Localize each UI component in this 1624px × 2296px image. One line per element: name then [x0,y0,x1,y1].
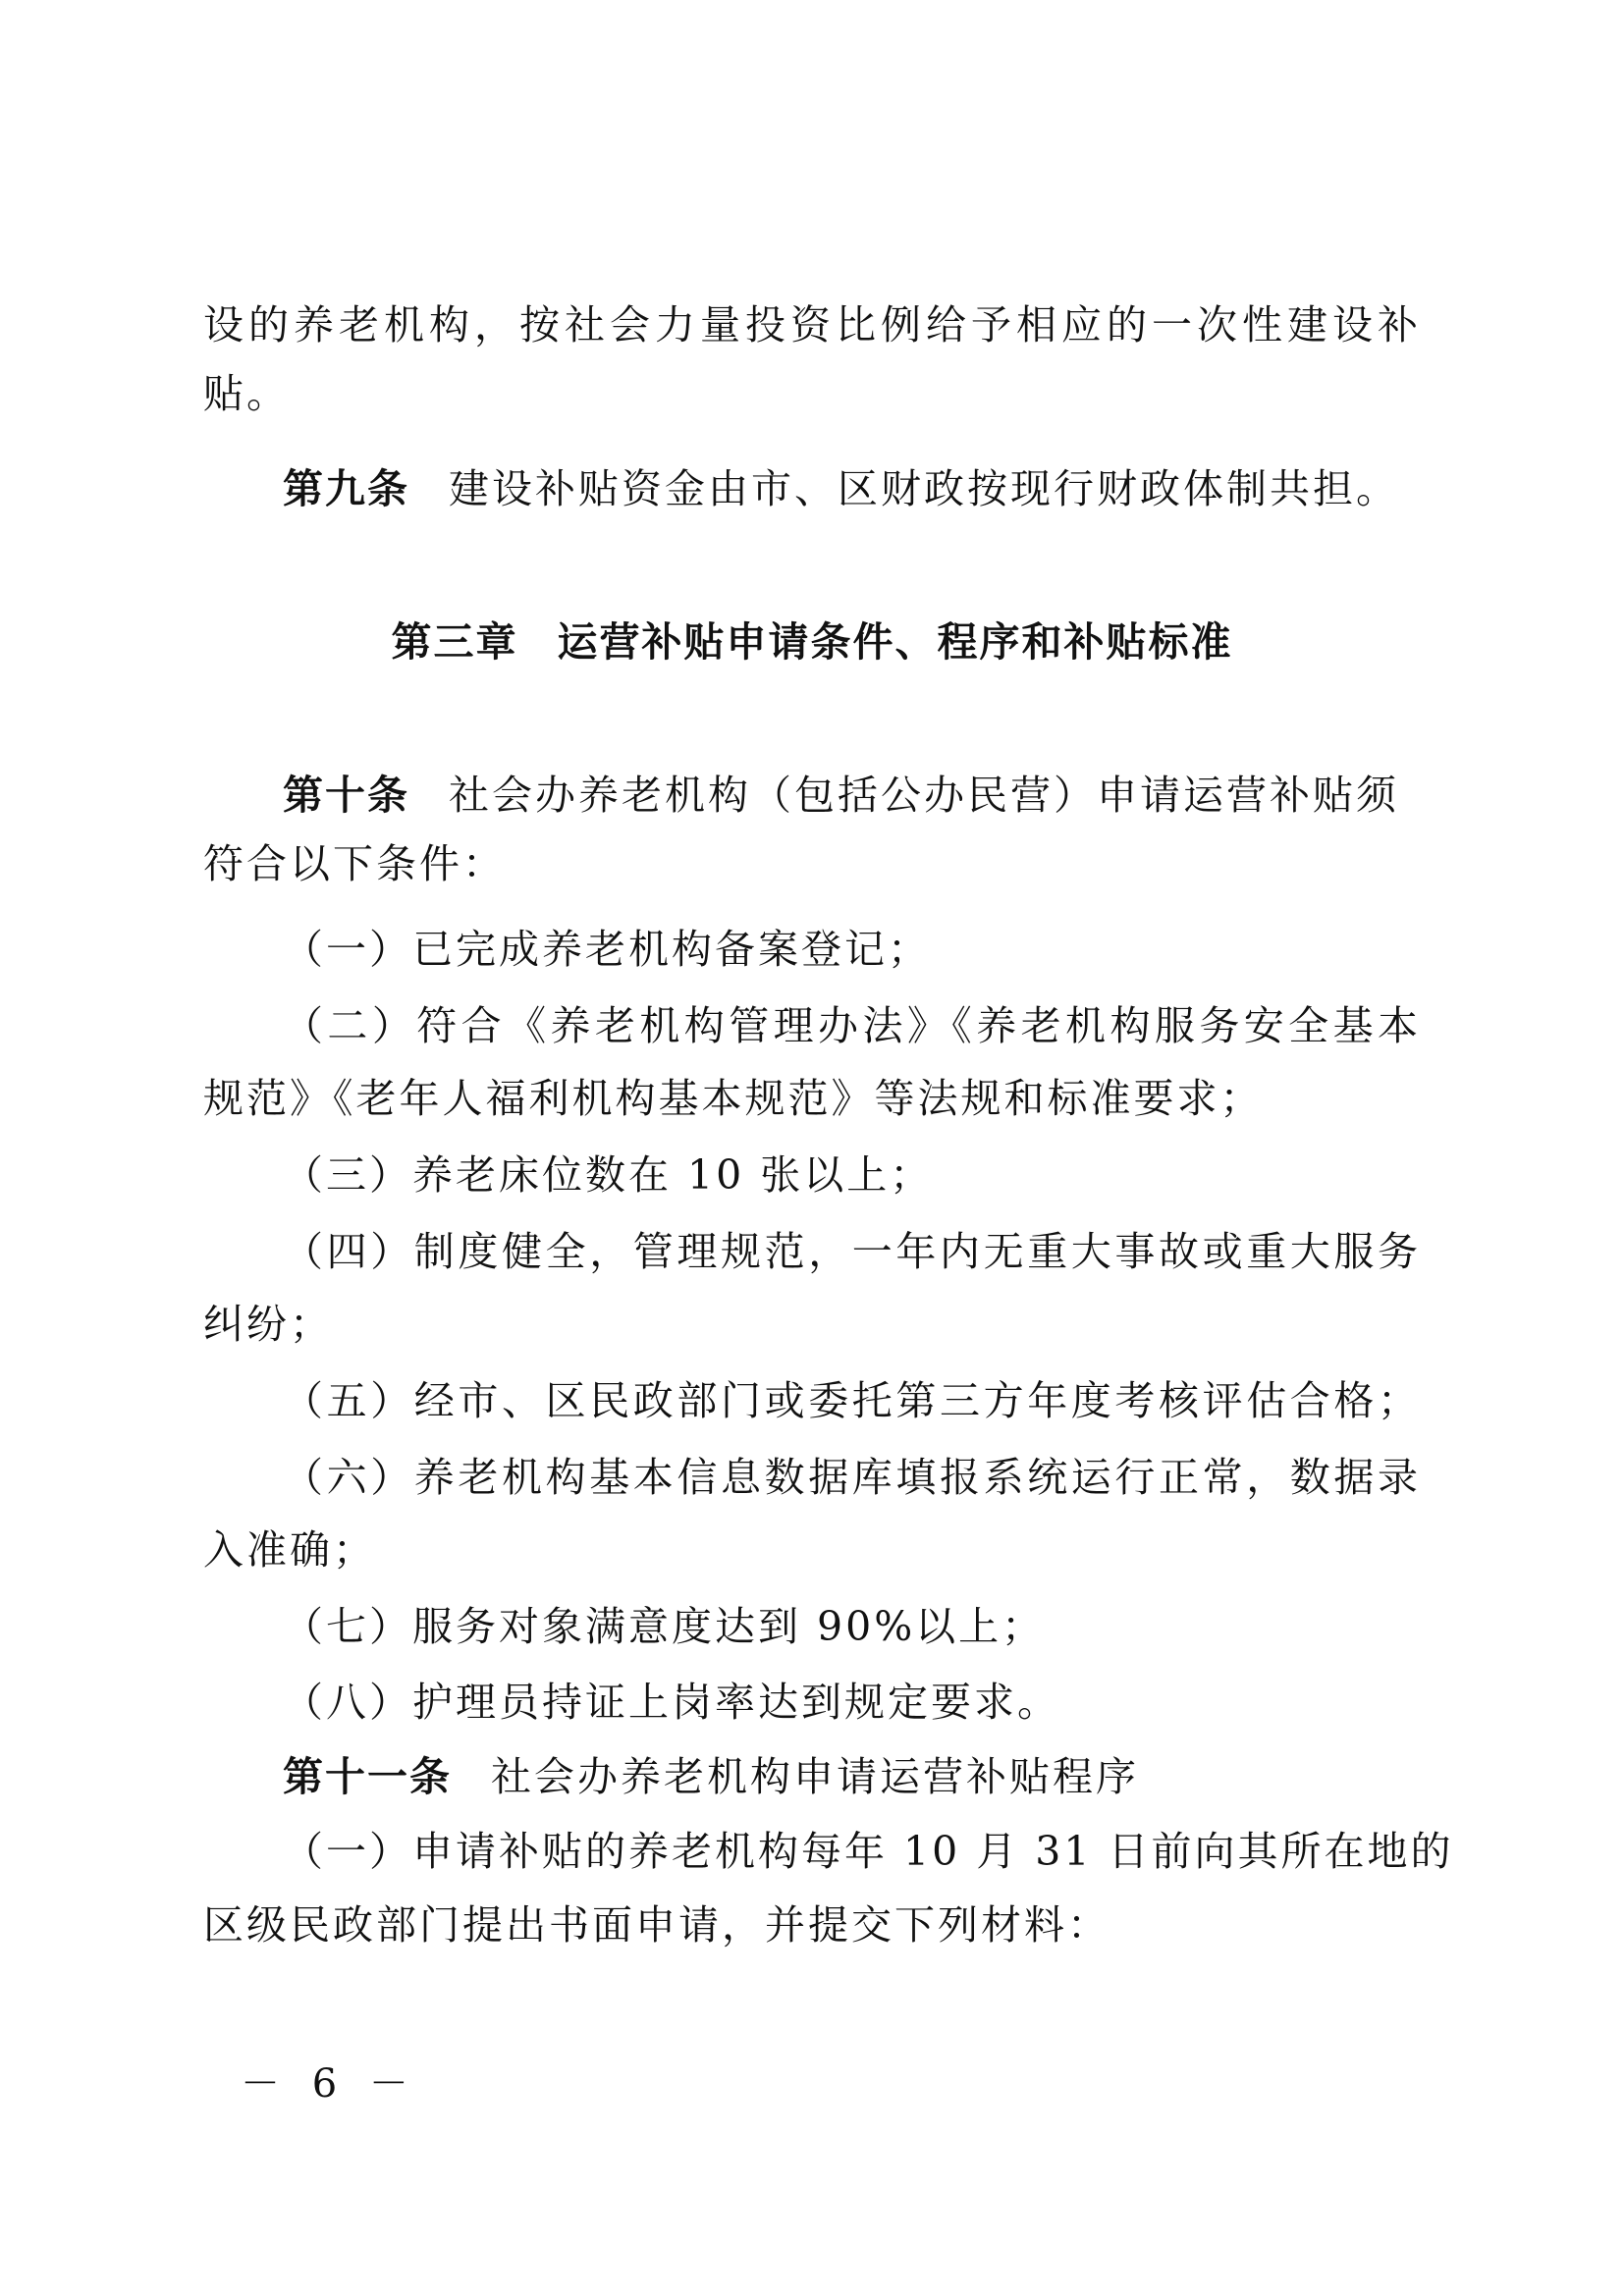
chapter-label: 第三章 [391,618,518,666]
list-item: （五）经市、区民政部门或委托第三方年度考核评估合格； [283,1377,1421,1424]
article-text: 社会办养老机构申请运营补贴程序 [491,1753,1139,1800]
paragraph-line: 区级民政部门提出书面申请，并提交下列材料： [203,1901,1110,1949]
article-label: 第十一条 [283,1753,452,1800]
list-item: （四）制度健全，管理规范，一年内无重大事故或重大服务 [283,1228,1421,1275]
article-label: 第九条 [283,465,409,512]
list-item: （二）符合《养老机构管理办法》《养老机构服务安全基本 [283,1002,1421,1049]
paragraph-line: 设的养老机构，按社会力量投资比例给予相应的一次性建设补 [203,301,1421,348]
list-item: （六）养老机构基本信息数据库填报系统运行正常，数据录 [283,1454,1421,1501]
article-11 [283,1749,1421,1804]
list-item-continuation: 纠纷； [203,1301,333,1348]
article-text: 建设补贴资金由市、区财政按现行财政体制共担。 [449,465,1399,512]
paragraph-line: 符合以下条件： [203,840,506,887]
article-text: 社会办养老机构（包括公办民营）申请运营补贴须 [449,772,1399,819]
list-item: （七）服务对象满意度达到 90%以上； [283,1603,1046,1650]
article-label: 第十条 [283,772,409,819]
list-item: （八）护理员持证上岗率达到规定要求。 [283,1679,1060,1726]
article-10 [283,768,1421,823]
list-item-continuation: 入准确； [203,1526,376,1574]
chapter-heading [0,614,1624,669]
page-number: － 6 － [241,2061,418,2107]
list-item: （三）养老床位数在 10 张以上； [283,1151,934,1199]
article-9 [283,461,1421,516]
paragraph-line: 贴。 [203,370,290,417]
list-item-continuation: 规范》《老年人福利机构基本规范》等法规和标准要求； [203,1075,1264,1122]
chapter-title: 运营补贴申请条件、程序和补贴标准 [557,618,1233,666]
paragraph-line: （一）申请补贴的养老机构每年 10 月 31 日前向其所在地的 [283,1828,1454,1875]
list-item: （一）已完成养老机构备案登记； [283,926,931,973]
